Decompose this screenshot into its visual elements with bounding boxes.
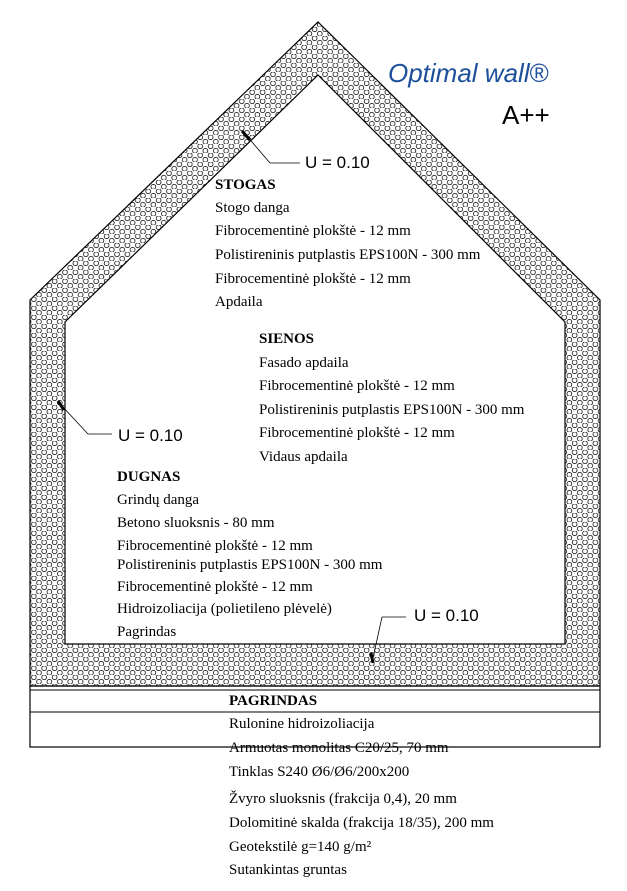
floor-layer: Hidroizoliacija (polietileno plėvelė) bbox=[117, 601, 332, 617]
foundation-layer: Tinklas S240 Ø6/Ø6/200x200 bbox=[229, 764, 410, 780]
floor-layer: Polistireninis putplastis EPS100N - 300 mm bbox=[117, 557, 383, 573]
roof-layer: Polistireninis putplastis EPS100N - 300 mm bbox=[215, 247, 481, 263]
floor-layer: Pagrindas bbox=[117, 624, 177, 640]
u-leader-wall bbox=[58, 401, 112, 434]
brand-name: Optimal wall bbox=[388, 58, 530, 88]
walls-layer: Polistireninis putplastis EPS100N - 300 mm bbox=[259, 402, 525, 418]
floor-layer: Fibrocementinė plokštė - 12 mm bbox=[117, 579, 313, 595]
walls-title: SIENOS bbox=[259, 331, 315, 347]
u-value-wall: U = 0.10 bbox=[118, 426, 183, 445]
foundation-layer: Dolomitinė skalda (frakcija 18/35), 200 mm bbox=[229, 815, 494, 831]
floor-title: DUGNAS bbox=[117, 469, 181, 485]
roof-title: STOGAS bbox=[215, 177, 276, 193]
energy-rating: A++ bbox=[502, 100, 550, 130]
walls-layer: Fibrocementinė plokštė - 12 mm bbox=[259, 425, 455, 441]
u-value-roof: U = 0.10 bbox=[305, 153, 370, 172]
walls-layer: Fasado apdaila bbox=[259, 355, 349, 371]
floor-layer: Betono sluoksnis - 80 mm bbox=[117, 515, 275, 531]
roof-layer: Stogo danga bbox=[215, 200, 290, 216]
foundation-layer: Armuotas monolitas C20/25, 70 mm bbox=[229, 740, 449, 756]
roof-layer: Apdaila bbox=[215, 294, 263, 310]
floor-layer: Fibrocementinė plokštė - 12 mm bbox=[117, 538, 313, 554]
foundation-layer: Geotekstilė g=140 g/m² bbox=[229, 839, 372, 855]
foundation-layer: Rulonine hidroizoliacija bbox=[229, 716, 375, 732]
foundation-title: PAGRINDAS bbox=[229, 693, 318, 709]
roof-layer: Fibrocementinė plokštė - 12 mm bbox=[215, 271, 411, 287]
foundation-layer: Sutankintas gruntas bbox=[229, 862, 347, 878]
walls-layer: Vidaus apdaila bbox=[259, 449, 348, 465]
roof-layer: Fibrocementinė plokštė - 12 mm bbox=[215, 223, 411, 239]
floor-layer: Grindų danga bbox=[117, 492, 200, 508]
walls-layer: Fibrocementinė plokštė - 12 mm bbox=[259, 378, 455, 394]
brand-title bbox=[388, 58, 549, 89]
foundation-layer: Žvyro sluoksnis (frakcija 0,4), 20 mm bbox=[229, 791, 457, 807]
u-value-floor: U = 0.10 bbox=[414, 606, 479, 625]
registered-mark: ® bbox=[529, 58, 549, 88]
